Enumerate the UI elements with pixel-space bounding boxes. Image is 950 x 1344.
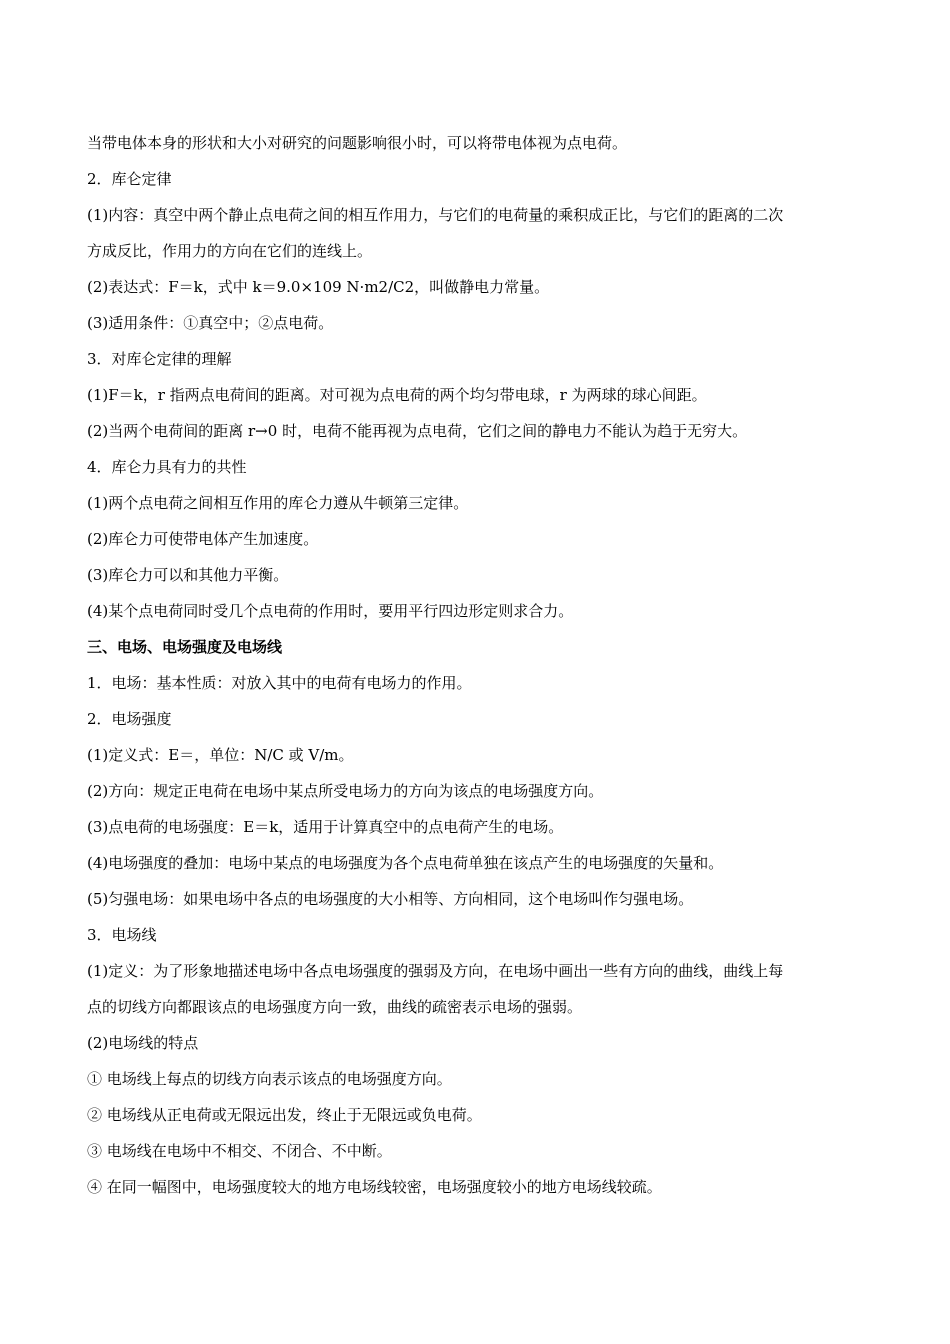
list-item: ③ 电场线在电场中不相交、不闭合、不中断。 [87, 1142, 392, 1160]
text-line: (1)内容：真空中两个静止点电荷之间的相互作用力，与它们的电荷量的乘积成正比，与它们的距离的二次 [87, 206, 784, 224]
text-line: (3)库仑力可以和其他力平衡。 [87, 566, 289, 584]
text-line: 1．电场：基本性质：对放入其中的电荷有电场力的作用。 [87, 674, 472, 692]
section-heading: 2．库仑定律 [87, 170, 172, 188]
text-line: (2)电场线的特点 [87, 1034, 199, 1052]
text-line: (1)两个点电荷之间相互作用的库仑力遵从牛顿第三定律。 [87, 494, 469, 512]
list-item: ④ 在同一幅图中，电场强度较大的地方电场线较密，电场强度较小的地方电场线较疏。 [87, 1178, 662, 1196]
text-line: (1)定义：为了形象地描述电场中各点电场强度的强弱及方向，在电场中画出一些有方向的曲线，曲线上每 [87, 962, 784, 980]
text-line: 点的切线方向都跟该点的电场强度方向一致，曲线的疏密表示电场的强弱。 [87, 998, 583, 1016]
text-line: (1)F＝k，r 指两点电荷间的距离。对可视为点电荷的两个均匀带电球，r 为两球的球心间距。 [87, 386, 707, 404]
text-line: (2)方向：规定正电荷在电场中某点所受电场力的方向为该点的电场强度方向。 [87, 782, 604, 800]
text-line: 方成反比，作用力的方向在它们的连线上。 [87, 242, 373, 260]
text-line: (2)当两个电荷间的距离 r→0 时，电荷不能再视为点电荷，它们之间的静电力不能认为趋于无穷大。 [87, 422, 748, 440]
text-line: (3)适用条件：①真空中；②点电荷。 [87, 314, 334, 332]
text-line: (3)点电荷的电场强度：E＝k，适用于计算真空中的点电荷产生的电场。 [87, 818, 564, 836]
text-line: (1)定义式：E＝，单位：N/C 或 V/m。 [87, 746, 354, 764]
chapter-heading: 三、电场、电场强度及电场线 [87, 638, 283, 656]
text-line: (5)匀强电场：如果电场中各点的电场强度的大小相等、方向相同，这个电场叫作匀强电场。 [87, 890, 694, 908]
list-item: ② 电场线从正电荷或无限远出发，终止于无限远或负电荷。 [87, 1106, 482, 1124]
text-line: (4)电场强度的叠加：电场中某点的电场强度为各个点电荷单独在该点产生的电场强度的矢量和。 [87, 854, 724, 872]
text-line: 当带电体本身的形状和大小对研究的问题影响很小时，可以将带电体视为点电荷。 [87, 134, 628, 152]
text-line: (2)库仑力可使带电体产生加速度。 [87, 530, 319, 548]
text-line: (2)表达式：F＝k，式中 k＝9.0×109 N·m2/C2，叫做静电力常量。 [87, 278, 550, 296]
section-heading: 2．电场强度 [87, 710, 172, 728]
list-item: ① 电场线上每点的切线方向表示该点的电场强度方向。 [87, 1070, 452, 1088]
document-page [87, 125, 867, 1205]
section-heading: 3．电场线 [87, 926, 157, 944]
section-heading: 3．对库仑定律的理解 [87, 350, 232, 368]
section-heading: 4．库仑力具有力的共性 [87, 458, 247, 476]
text-line: (4)某个点电荷同时受几个点电荷的作用时，要用平行四边形定则求合力。 [87, 602, 574, 620]
